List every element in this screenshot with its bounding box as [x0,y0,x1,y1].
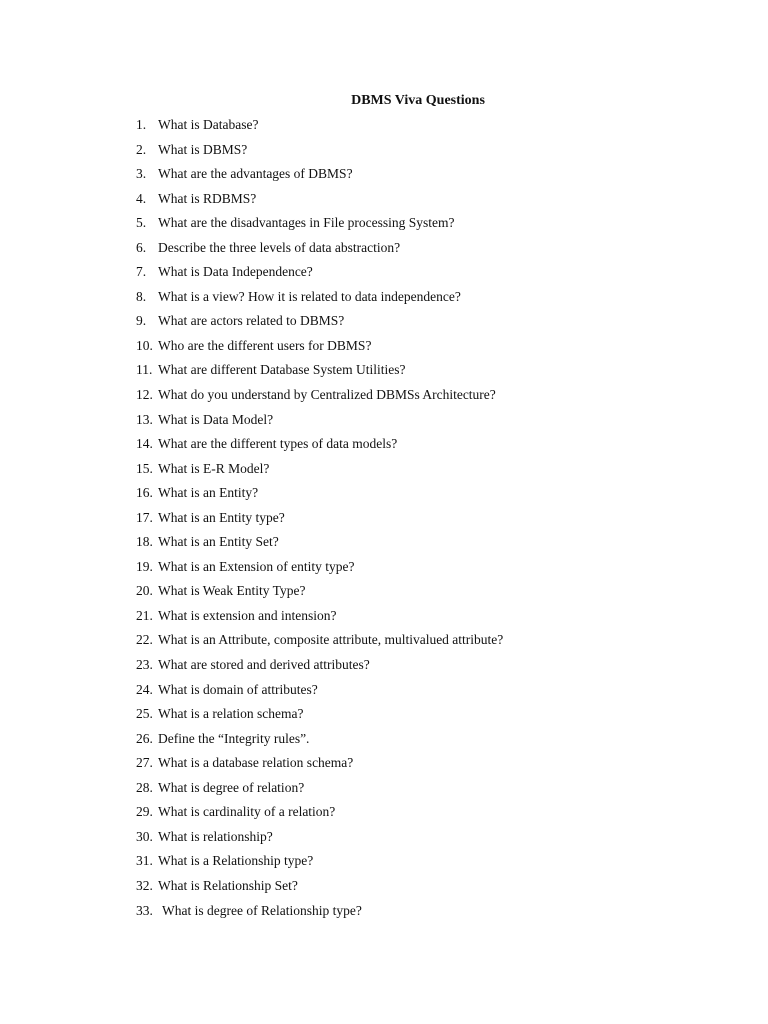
question-text: What is domain of attributes? [158,681,318,697]
question-text: What are the different types of data models? [158,436,398,452]
question-number: 32. [136,877,153,893]
question-text: What is an Entity? [158,485,259,501]
question-number: 22. [136,632,153,648]
question-text: What are stored and derived attributes? [158,657,370,673]
question-number: 13. [136,411,153,427]
question-number: 3. [136,166,147,182]
question-number: 2. [136,141,147,157]
question-text: What is cardinality of a relation? [158,804,336,820]
question-text: What is Weak Entity Type? [158,583,306,599]
question-number: 6. [136,239,147,255]
question-number: 1. [136,117,147,132]
question-number: 29. [136,804,153,820]
question-text: What is a database relation schema? [158,755,354,771]
question-text: What is an Entity Set? [158,534,279,550]
question-text: What is degree of relation? [158,779,305,795]
question-text: What is a Relationship type? [158,853,314,869]
question-number: 25. [136,706,153,722]
question-number: 16. [136,485,153,501]
question-number: 11. [136,362,153,378]
question-number: 15. [136,460,153,476]
question-number: 17. [136,509,153,525]
question-text: What are different Database System Utilities? [158,362,406,378]
question-number: 4. [136,190,147,206]
question-text: What is Database? [158,117,259,132]
question-number: 21. [136,607,153,623]
question-text: What is degree of Relationship type? [162,902,362,918]
question-text: Define the “Integrity rules”. [158,730,310,746]
question-text: What is DBMS? [158,141,248,157]
question-number: 23. [136,657,153,673]
question-text: What is an Attribute, composite attribute, multivalued attribute? [158,632,504,648]
question-text: What is an Entity type? [158,509,285,525]
document-title: DBMS Viva Questions [351,93,485,108]
question-number: 30. [136,828,153,844]
question-text: What is an Extension of entity type? [158,558,355,574]
question-text: What are actors related to DBMS? [158,313,345,329]
question-number: 27. [136,755,153,771]
question-number: 7. [136,264,147,280]
question-number: 5. [136,215,147,231]
question-text: Describe the three levels of data abstraction? [158,239,401,255]
question-text: What is Relationship Set? [158,877,298,893]
question-number: 24. [136,681,153,697]
question-text: What is a relation schema? [158,706,304,722]
question-text: What are the disadvantages in File processing System? [158,215,455,231]
question-number: 26. [136,730,153,746]
question-number: 9. [136,313,147,329]
question-number: 8. [136,288,147,304]
question-number: 14. [136,436,153,452]
question-number: 33. [136,902,153,918]
question-number: 12. [136,387,153,403]
question-number: 19. [136,558,153,574]
question-number: 28. [136,779,153,795]
question-number: 20. [136,583,153,599]
question-text: What is a view? How it is related to data independence? [158,288,461,304]
question-text: What is RDBMS? [158,190,257,206]
question-text: What is relationship? [158,828,273,844]
question-number: 10. [136,337,153,353]
question-text: What is extension and intension? [158,607,337,623]
question-number: 31. [136,853,153,869]
question-number: 18. [136,534,153,550]
question-text: What is Data Model? [158,411,274,427]
question-text: What do you understand by Centralized DBMSs Architecture? [158,387,496,403]
question-text: What are the advantages of DBMS? [158,166,353,182]
question-text: What is E-R Model? [158,460,270,476]
question-text: What is Data Independence? [158,264,313,280]
question-text: Who are the different users for DBMS? [158,337,372,353]
